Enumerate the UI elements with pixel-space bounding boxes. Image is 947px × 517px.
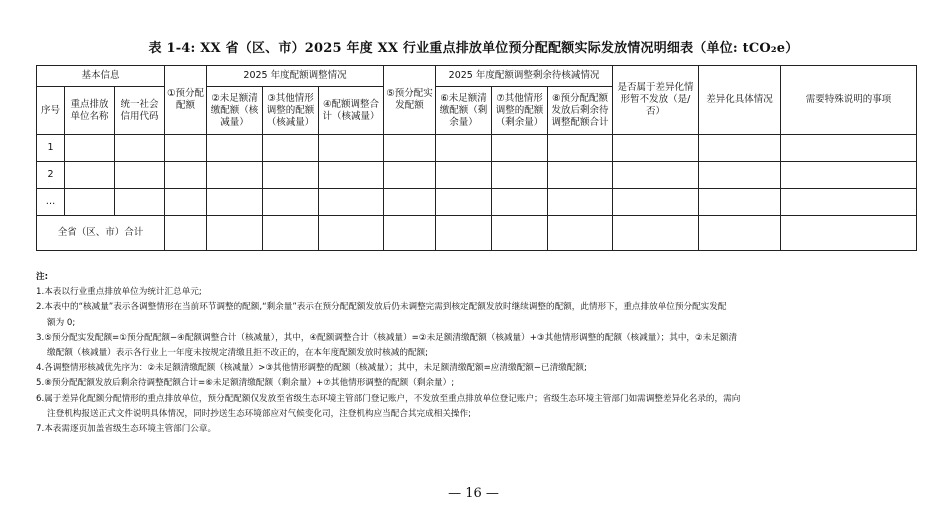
header-col-3: ③其他情形调整的配额（核减量） (263, 87, 319, 135)
header-col-8: ⑧预分配配额发放后剩余待调整配额合计 (548, 87, 613, 135)
header-credit-code: 统一社会信用代码 (115, 87, 165, 135)
row-number: … (37, 189, 65, 216)
header-col-7: ⑦其他情形调整的配额（剩余量） (492, 87, 548, 135)
page-number: — 16 — (448, 486, 499, 501)
row-number: 1 (37, 135, 65, 162)
header-special-note: 需要特殊说明的事项 (781, 66, 917, 135)
header-diff-detail: 差异化具体情况 (699, 66, 781, 135)
row-number: 2 (37, 162, 65, 189)
allocation-table (36, 65, 917, 251)
note-6-cont: 注登机构报送正式文件说明具体情况，同时抄送生态环境部应对气候变化司，注登机构应当配合其完成相关操作; (47, 408, 471, 419)
header-unit-name: 重点排放单位名称 (65, 87, 115, 135)
header-col-4: ④配额调整合计（核减量） (319, 87, 384, 135)
total-label: 全省（区、市）合计 (37, 216, 165, 251)
note-2: 2.本表中的“核减量”表示各调整情形在当前环节调整的配额,“剩余量”表示在预分配配额发放后仍未调整完需到核定配额发放时继续调整的配额，此情形下，重点排放单位预分配实发配 (36, 302, 727, 313)
header-col-6: ⑥未足额清缴配额（剩余量） (436, 87, 492, 135)
table-row (37, 135, 917, 162)
note-5: 5.⑧预分配配额发放后剩余待调整配额合计=⑥未足额清缴配额（剩余量）+⑦其他情形调整的配额（剩余量）; (36, 378, 455, 389)
header-col-2: ②未足额清缴配额（核减量） (207, 87, 263, 135)
table-row (37, 162, 917, 189)
notes-heading: 注: (36, 272, 49, 282)
header-basic-info: 基本信息 (37, 66, 165, 87)
notes-section (36, 270, 922, 437)
note-6: 6.属于差异化配额分配情形的重点排放单位，预分配配额仅发放至省级生态环境主管部门登记账户，不发放至重点排放单位登记账户；省级生态环境主管部门如需调整差异化名录的，需向 (36, 393, 741, 404)
total-row (37, 216, 917, 251)
table-title: 表 1-4: XX 省（区、市）2025 年度 XX 行业重点排放单位预分配配额实际发放情况明细表（单位: tCO₂e） (148, 41, 799, 56)
note-4: 4.各调整情形核减优先序为：②未足额清缴配额（核减量）>③其他情形调整的配额（核减量）；其中，未足额清缴配额=应清缴配额−已清缴配额; (36, 363, 587, 374)
note-2-cont: 额为 0; (47, 317, 76, 328)
header-col-5: ⑤预分配实发配额 (384, 66, 436, 135)
header-is-diff: 是否属于差异化情形暂不发放（是/否） (613, 66, 699, 135)
header-prealloc: ①预分配配额 (165, 66, 207, 135)
header-seq: 序号 (37, 87, 65, 135)
note-1: 1.本表以行业重点排放单位为统计汇总单元; (36, 287, 202, 298)
table-row (37, 189, 917, 216)
note-3-cont: 缴配额（核减量）表示各行业上一年度未按规定清缴且拒不改正的，在本年度配额发放时核减的配额; (47, 348, 429, 359)
header-2025-adjust: 2025 年度配额调整情况 (207, 66, 384, 87)
header-2025-remain: 2025 年度配额调整剩余待核减情况 (436, 66, 613, 87)
note-3: 3.⑤预分配实发配额=①预分配配额−④配额调整合计（核减量），其中，④配额调整合计（核减量）=②未足额清缴配额（核减量）+③其他情形调整的配额（核减量）；其中，②未足额清 (36, 332, 738, 343)
note-7: 7.本表需逐页加盖省级生态环境主管部门公章。 (36, 424, 217, 435)
